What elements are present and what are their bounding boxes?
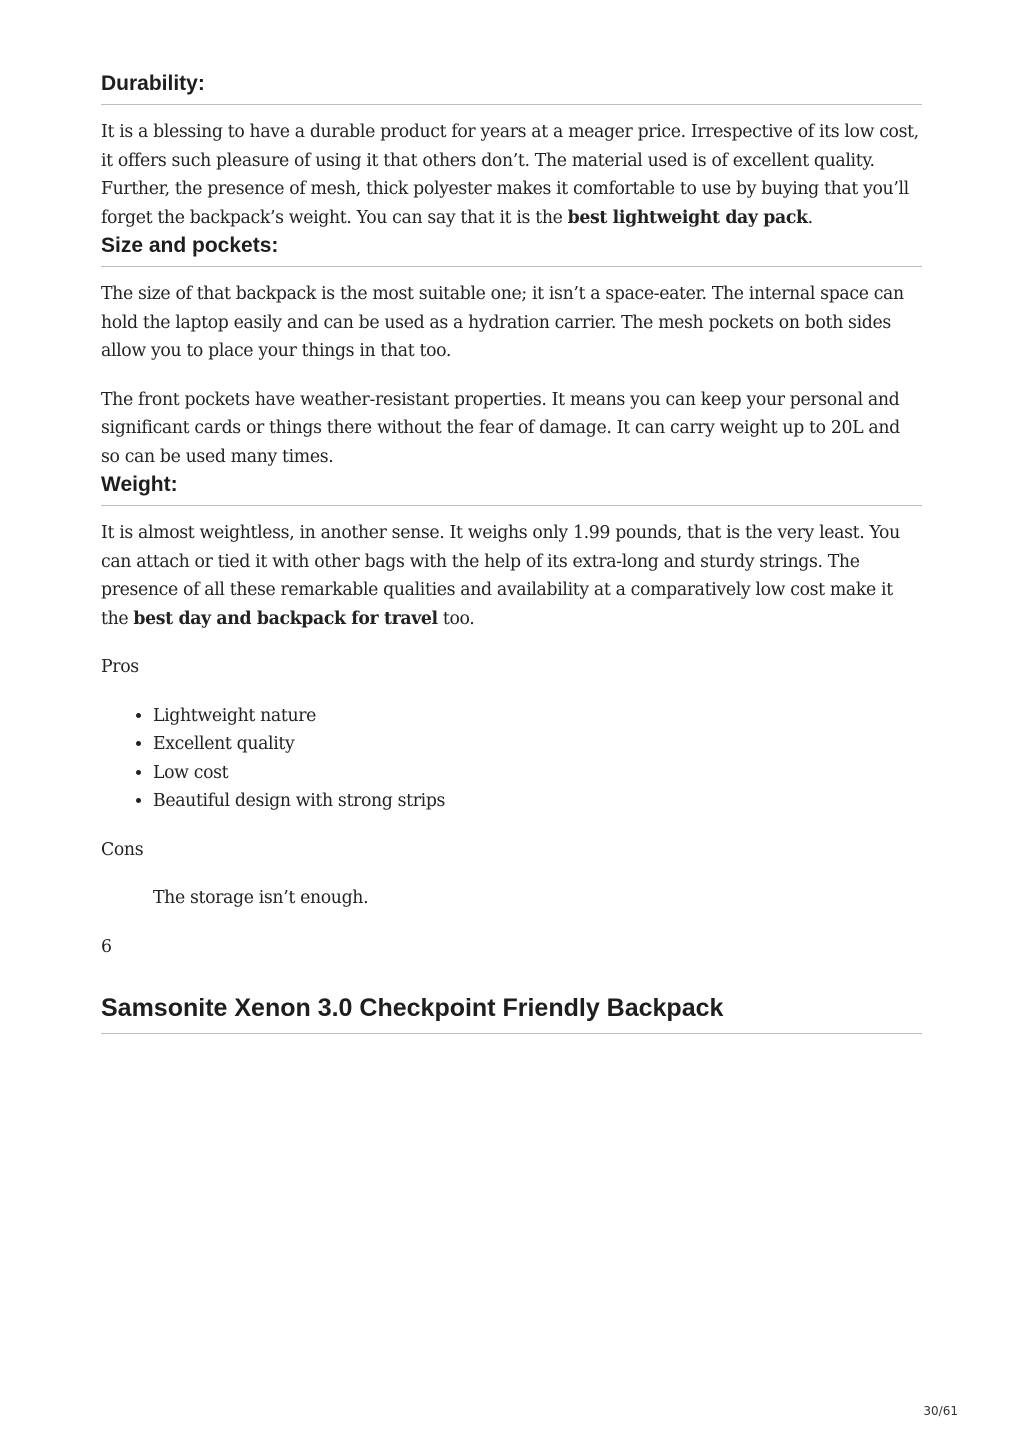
cons-item: The storage isn’t enough. [153,888,369,908]
durability-bold-phrase: best lightweight day pack [567,207,808,228]
article-content [101,70,922,1034]
weight-text: It is almost weightless, in another sense. It weighs only 1.99 pounds, that is the very least. You can attach or tied it with other bags with the help of its extra-long and sturdy strings. The presence of all these remarkable qualities and availability at a comparatively low cost make it the [101,523,900,629]
item-number: 6 [101,936,112,957]
size-pockets-paragraph-1: The size of that backpack is the most suitable one; it isn’t a space-eater. The internal space can hold the laptop easily and can be used as a hydration carrier. The mesh pockets on both sides allow you to place your things in that too. [101,284,904,361]
cons-label: Cons [101,839,144,860]
weight-bold-phrase: best day and backpack for travel [133,608,438,629]
size-pockets-heading: Size and pockets: [101,232,922,267]
pros-item: • Excellent quality [153,730,922,759]
weight-heading: Weight: [101,471,922,506]
page-number: 30/61 [923,1404,958,1418]
durability-heading: Durability: [101,70,922,105]
pros-list [101,702,922,816]
product-heading: Samsonite Xenon 3.0 Checkpoint Friendly Backpack [101,991,922,1034]
weight-end: too. [437,608,475,629]
durability-paragraph [101,118,922,232]
pros-label: Pros [101,657,139,677]
durability-text: It is a blessing to have a durable product for years at a meager price. Irrespective of its low cost, it offers such pleasure of using it that others don’t. The material used is of excellent quality. Further, the presence of mesh, thick polyester makes it comfortable to use by buying that you’ll forget the backpack’s weight. You can say that it is the [101,122,919,228]
pros-item: • Beautiful design with strong strips [153,787,922,816]
durability-end: . [807,207,813,228]
size-pockets-paragraph-2: The front pockets have weather-resistant properties. It means you can keep your personal and significant cards or things there without the fear of damage. It can carry weight up to 20L and so can be used many times. [101,389,900,467]
pros-item: • Low cost [153,759,922,788]
pros-item: • Lightweight nature [153,702,922,731]
weight-paragraph [101,519,922,633]
